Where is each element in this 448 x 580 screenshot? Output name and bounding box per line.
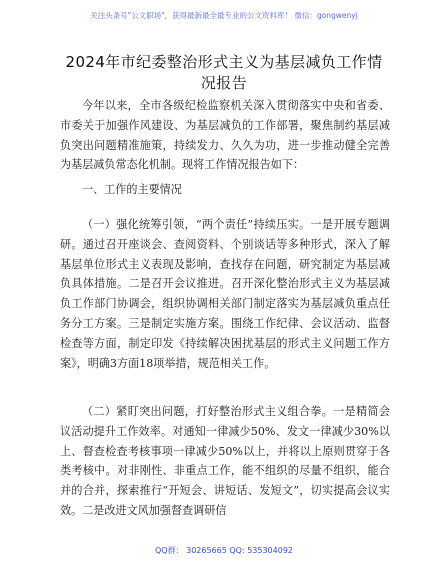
header-promo-banner: 关注头条号"公文职场"，获得最新最全最专业的公文资料库！ 微信：gongwenyj <box>90 11 358 20</box>
intro-paragraph: 今年以来，全市各级纪检监察机关深入贯彻落实中央和省委、市委关于加强作风建设、为基层减负的工作部署，聚焦制约基层减负突出问题精准施策，持续发力、久久为功，进一步推动健全完善为基层减负常态化机制。现将工作情况报告如下： <box>60 99 390 172</box>
section-heading: 一、工作的主要情况 <box>82 183 182 196</box>
footer-contact-banner: QQ群： 30265665 QQ: 535304092 <box>154 546 294 555</box>
body-paragraph-1: （一）强化统筹引领，“两个责任”持续压实。一是开展专题调研。通过召开座谈会、查阅资料、个别谈话等多种形式，深入了解基层单位形式主义表现及影响，查找存在问题，研究制定为基层减负具体措施。二是召开会议推进。召开深化整治形式主义为基层减负工作部门协调会，组织协调相关部门制定落实为基层减负重点任务分工方案。三是制定实施方案。围绕工作纪律、会议活动、监督检查等方面，制定印发《持续解决困扰基层的形式主义问题工作方案》，明确3方面18项举措，规范相关工作。 <box>60 218 390 370</box>
body-paragraph-2: （二）紧盯突出问题，打好整治形式主义组合拳。一是精简会议活动提升工作效率。对通知一律减少50%、发文一律减少30%以上、督查检查考核事项一律减少50%以上，并将以上原则贯穿于各类考核中。对非刚性、非重点工作，能不组织的尽量不组织，能合并的合并，探索推行“开短会、讲短话、发短文”，切实提高会议实效。二是改进文风加强督查调研信 <box>60 405 390 517</box>
document-title: 2024年市纪委整治形式主义为基层减负工作情况报告 <box>65 53 383 92</box>
